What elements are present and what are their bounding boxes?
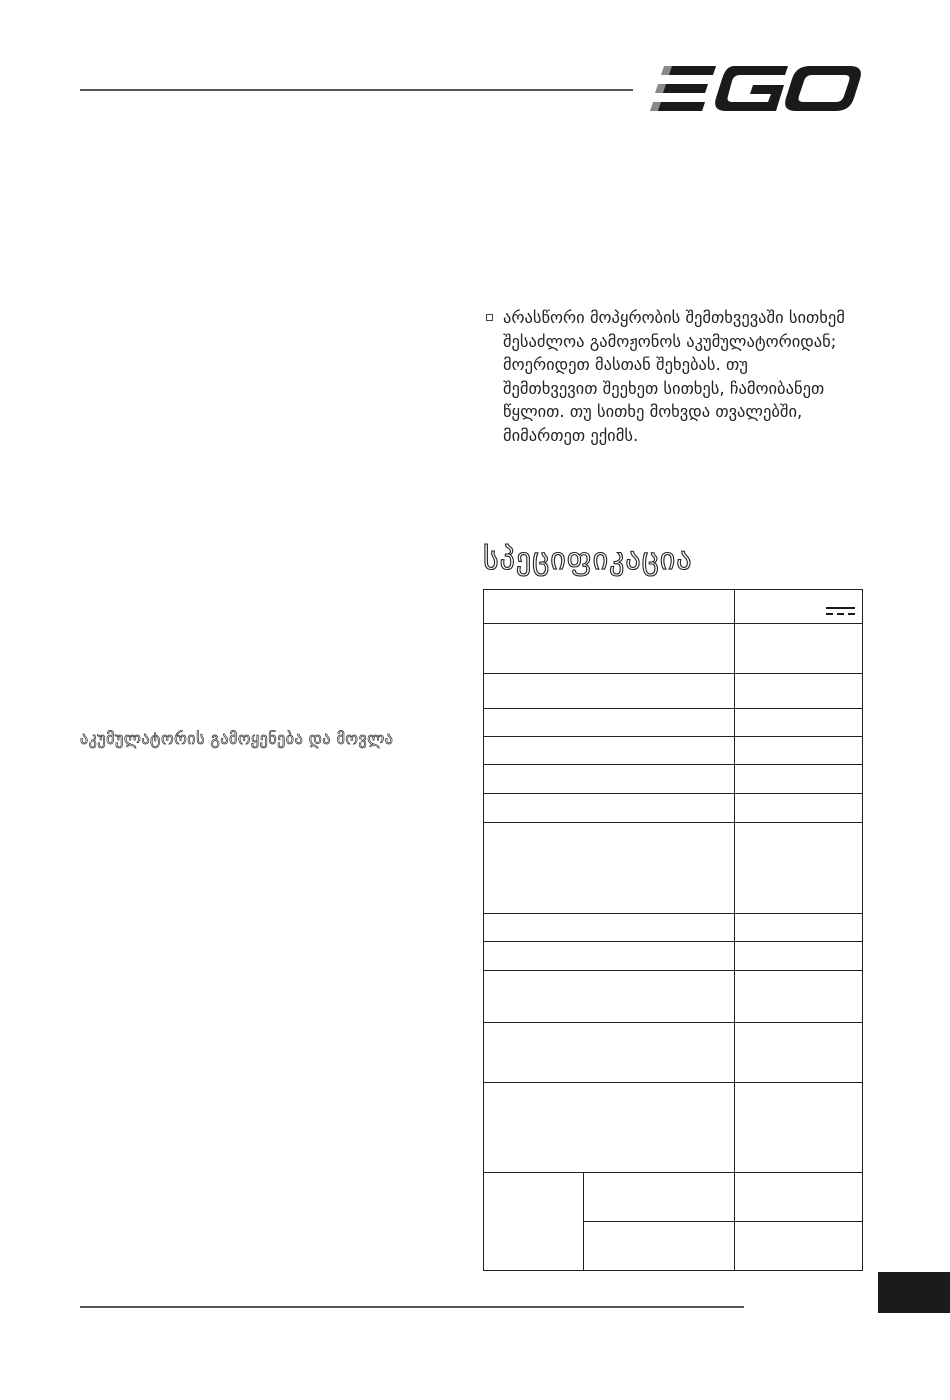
square-bullet-icon <box>486 314 493 321</box>
specification-title: სპეციფიკაცია <box>483 542 693 577</box>
table-row-line <box>484 708 862 709</box>
table-row-line <box>584 1221 862 1222</box>
table-column-divider <box>734 590 735 1270</box>
specification-table <box>483 589 863 1271</box>
ego-logo <box>650 62 862 116</box>
warning-text: არასწორი მოპყრობის შემთხვევაში სითხემ შესაძლოა გამოჟონოს აკუმულატორიდან; მოერიდეთ მასთან შეხებას. თუ შემთხვევით შეეხეთ სითხეს, ჩამოიბანეთ წყლით. თუ სითხე მოხვდა თვალებში, მიმართეთ ექიმს. <box>503 308 845 445</box>
table-row-line <box>484 793 862 794</box>
table-row-line <box>484 1082 862 1083</box>
table-row-line <box>484 941 862 942</box>
table-row-line <box>484 736 862 737</box>
table-row-line <box>484 1022 862 1023</box>
battery-use-care-heading: აკუმულატორის გამოყენება და მოვლა <box>80 729 394 748</box>
dc-current-symbol-icon <box>826 607 855 616</box>
table-row-line <box>484 913 862 914</box>
table-row-line <box>484 822 862 823</box>
table-row-line <box>484 764 862 765</box>
table-row-line <box>484 1172 862 1173</box>
leakage-warning <box>486 306 846 447</box>
table-row-line <box>484 623 862 624</box>
header-rule <box>80 89 633 91</box>
page-tab-marker <box>878 1272 950 1313</box>
footer-rule <box>80 1306 744 1308</box>
table-row-line <box>484 673 862 674</box>
table-row-line <box>484 970 862 971</box>
